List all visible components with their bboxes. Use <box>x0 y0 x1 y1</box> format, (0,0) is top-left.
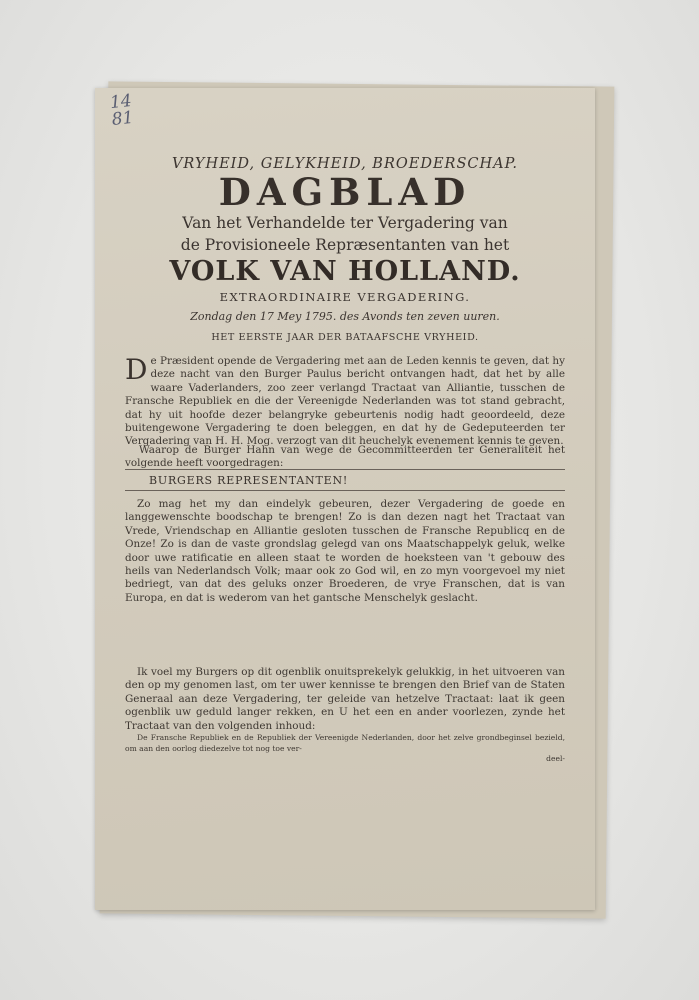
masthead-title: DAGBLAD <box>218 170 472 214</box>
paragraph-1 <box>125 355 565 449</box>
treaty-text-tail: deel- <box>546 754 565 763</box>
treaty-text-body: De Fransche Republiek en de Republiek der Vereenigde Nederlanden, door het zelve grondbeginsel bezield, om aan den oorlog diedezelve tot nog toe ver- <box>125 733 565 753</box>
paragraph-1-text: e Præsident opende de Vergadering met aan de Leden kennis te geven, dat hy deze nacht van den Burger Paulus bericht ontvangen hadt, dat het by alle waare Vaderlanders, zoo zeer verlangd Tractaat van Alliantie, tusschen de Fransche Republiek en die der Vereenigde Nederlanden was tot stand gebracht, dat hy uit hoofde dezer belangryke gebeurtenis nodig hadt geoordeeld, deze buitengewone Vergadering te doen beleggen, en dat hy de Gedeputeerden ter Vergadering van H. H. Mog. verzogt van dit heuchelyk evenement kennis te geven. <box>125 355 565 448</box>
motto: VRYHEID, GELYKHEID, BROEDERSCHAP. <box>171 156 519 172</box>
treaty-text <box>125 733 565 765</box>
divider-bottom <box>125 490 565 491</box>
paragraph-2: Waarop de Burger Hahn van wege de Gecommitteerden ter Generaliteit het volgende heeft voorgedragen: <box>125 444 565 470</box>
divider-top <box>125 469 565 470</box>
year-line: HET EERSTE JAAR DER BATAAFSCHE VRYHEID. <box>211 332 479 343</box>
handwritten-note-line-2: 81 <box>110 107 135 131</box>
handwritten-note <box>109 90 135 131</box>
subtitle-line-2: de Provisioneele Repræsentanten van het <box>180 236 510 254</box>
session-heading: EXTRAORDINAIRE VERGADERING. <box>219 290 471 304</box>
newspaper-page <box>95 88 595 910</box>
paragraph-3: Zo mag het my dan eindelyk gebeuren, dezer Vergadering de goede en langgewenschte boodschap te brengen! Zo is dan dezen nagt het Tractaat van Vrede, Vriendschap en Alliantie gesloten tusschen de Fransche Republicq en de Onze! Zo is dan de vaste grondslag gelegd van ons Maatschappelyk geluk, welke door uwe ratificatie en alleen staat te worden de hoeksteen van 't gebouw des heils van Nederlandsch Volk; maar ook zo God wil, en zo myn voorgevoel my niet bedriegt, van dat des geluks onzer Broederen, de vrye Franschen, dat is van Europa, en dat is wederom van het gantsche Menschelyk geslacht. <box>125 498 565 604</box>
drop-cap: D <box>125 353 148 386</box>
paragraph-4: Ik voel my Burgers op dit ogenblik onuitsprekelyk gelukkig, in het uitvoeren van den op my genomen last, om ter uwer kennisse te brengen den Brief van de Staten Generaal aan deze Vergadering, ter geleide van hetzelve Tractaat: laat ik geen ogenblik uw geduld langer rekken, en U het een en ander voorlezen, zynde het Tractaat van den volgenden inhoud: <box>125 666 565 732</box>
volk-heading: VOLK VAN HOLLAND. <box>169 256 521 287</box>
subtitle-line-1: Van het Verhandelde ter Vergadering van <box>182 214 508 232</box>
date-line: Zondag den 17 Mey 1795. des Avonds ten zeven uuren. <box>190 310 500 323</box>
handwritten-note-line-1: 14 <box>109 90 133 114</box>
address-heading: BURGERS REPRESENTANTEN! <box>149 474 349 487</box>
